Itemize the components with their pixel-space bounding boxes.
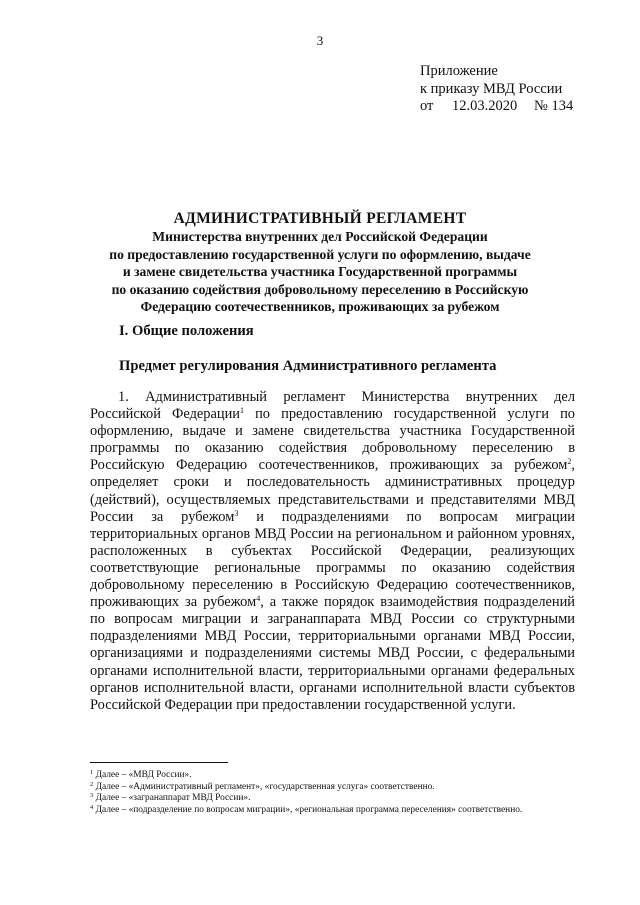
- title-line: по предоставлению государственной услуги по оформлению, выдаче: [109, 246, 531, 262]
- footnote-mark: 1: [90, 769, 94, 776]
- subsection-heading: Предмет регулирования Административного регламента: [119, 358, 497, 374]
- paragraph-1: [90, 389, 575, 714]
- paragraph-text: , определяет сроки и последовательность административных процедур (действий), осуществляемых представительствами и представителями МВД России за рубежом: [90, 457, 575, 525]
- footnote-mark: 2: [90, 780, 94, 788]
- document-title: [0, 209, 640, 316]
- footnote: [90, 793, 575, 805]
- appendix-header: [420, 63, 573, 116]
- footnote-mark: 4: [90, 803, 94, 811]
- title-line: и замене свидетельства участника Государственной программы: [122, 264, 518, 279]
- appendix-label: Приложение: [420, 63, 498, 79]
- footnote-divider: [90, 762, 228, 763]
- footnote: [90, 770, 575, 782]
- appendix-date-prefix: от: [420, 98, 434, 114]
- paragraph-text: 1. Административный регламент Министерства внутренних дел Российской Федерации: [90, 389, 575, 423]
- page-number: 3: [316, 33, 324, 48]
- paragraph-text: по предоставлению государственной услуги по оформлению, выдаче и замене свидетельства участника Государственной программы по оказанию содействия добровольному переселению в Российскую Федерацию соотечественников, проживающих за рубежом: [90, 406, 575, 474]
- footnote: [90, 782, 575, 794]
- footnotes: [90, 770, 575, 816]
- footnote-text: Далее – «загранаппарат МВД России».: [93, 793, 251, 804]
- footnote: [90, 805, 575, 817]
- footnote-text: Далее – «Административный регламент», «государственная услуга» соответственно.: [93, 781, 435, 792]
- footnote-ref: 1: [240, 406, 244, 416]
- title-line: Федерацию соотечественников, проживающих за рубежом: [140, 299, 500, 314]
- footnote-ref: 4: [256, 594, 261, 604]
- footnote-ref: 3: [234, 508, 239, 518]
- appendix-date: 12.03.2020: [452, 98, 518, 114]
- appendix-number: № 134: [534, 98, 574, 114]
- footnote-mark: 3: [90, 792, 94, 800]
- title-line: Министерства внутренних дел Российской Федерации: [152, 229, 488, 244]
- footnote-ref: 2: [567, 457, 572, 467]
- title-line: по оказанию содействия добровольному переселению в Российскую: [111, 281, 529, 297]
- appendix-date-line: [420, 98, 573, 116]
- title-main: АДМИНИСТРАТИВНЫЙ РЕГЛАМЕНТ: [173, 210, 467, 227]
- paragraph-text: и подразделениями по вопросам миграции территориальных органов МВД России на региональном и районном уровнях, расположенных в субъектах Российской Федерации, реализующих соответствующие региональные программы по оказанию содействия добровольному переселению в Российскую Федерацию соотечественников, проживающих за рубежом: [90, 508, 575, 611]
- appendix-order-ref: к приказу МВД России: [420, 80, 563, 97]
- footnote-text: Далее – «МВД России».: [93, 770, 192, 780]
- footnote-text: Далее – «подразделение по вопросам миграции», «региональная программа переселения» соответственно.: [93, 804, 523, 815]
- paragraph-text: , а также порядок взаимодействия подразделений по вопросам миграции и загранаппарата МВД России со структурными подразделениями МВД России, территориальными органами МВД России, организациями и подразделениями системы МВД России, с федеральными органами исполнительной власти, территориальными органами федеральных органов исполнительной власти, органами исполнительной власти субъектов Российской Федерации при предоставлении государственной услуги.: [90, 594, 575, 713]
- section-heading: I. Общие положения: [119, 323, 254, 339]
